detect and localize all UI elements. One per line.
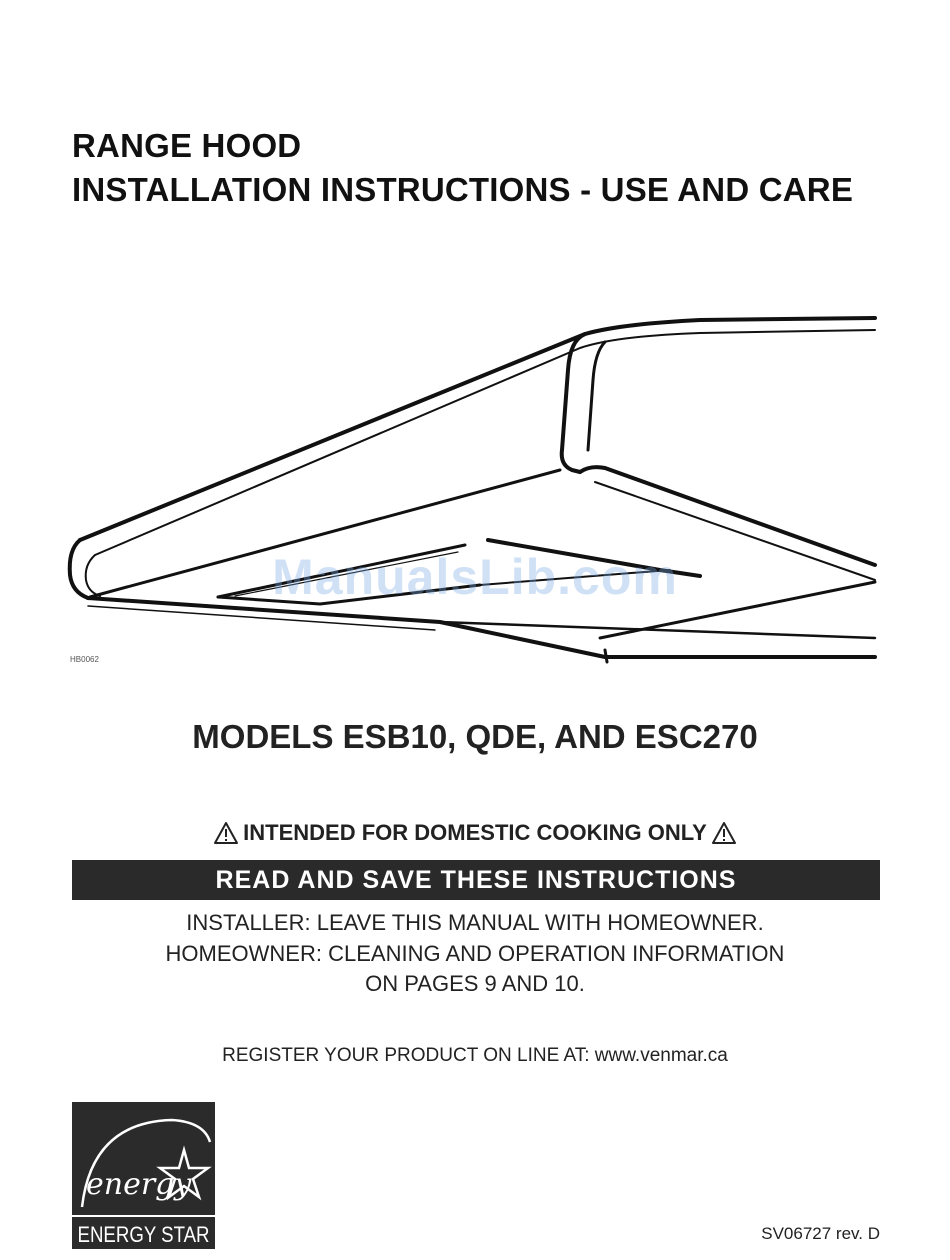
- energy-star-label: ENERGY STAR: [77, 1222, 210, 1247]
- intended-notice: [0, 820, 950, 846]
- figure-code: HB0062: [70, 655, 99, 664]
- warning-triangle-icon: [711, 821, 737, 845]
- register-product-line: REGISTER YOUR PRODUCT ON LINE AT: www.venmar.ca: [222, 1045, 728, 1066]
- read-save-banner: READ AND SAVE THESE INSTRUCTIONS: [72, 860, 880, 900]
- energy-script-text: energy: [86, 1167, 192, 1202]
- document-revision-code: SV06727 rev. D: [761, 1224, 880, 1243]
- pages-reference: ON PAGES 9 AND 10.: [365, 971, 585, 996]
- homeowner-instruction: HOMEOWNER: CLEANING AND OPERATION INFORMATION: [165, 941, 785, 966]
- document-title-line2: INSTALLATION INSTRUCTIONS - USE AND CARE: [72, 171, 854, 208]
- installer-instruction: INSTALLER: LEAVE THIS MANUAL WITH HOMEOWNER.: [186, 910, 764, 935]
- warning-triangle-icon: [213, 821, 239, 845]
- watermark-text: ManualsLib.com: [272, 549, 678, 605]
- document-title-line1: RANGE HOOD: [72, 127, 302, 164]
- range-hood-illustration: [60, 300, 890, 680]
- energy-star-logo: [72, 1102, 215, 1249]
- models-heading: MODELS ESB10, QDE, AND ESC270: [192, 718, 758, 755]
- intended-notice-text: INTENDED FOR DOMESTIC COOKING ONLY: [243, 820, 707, 845]
